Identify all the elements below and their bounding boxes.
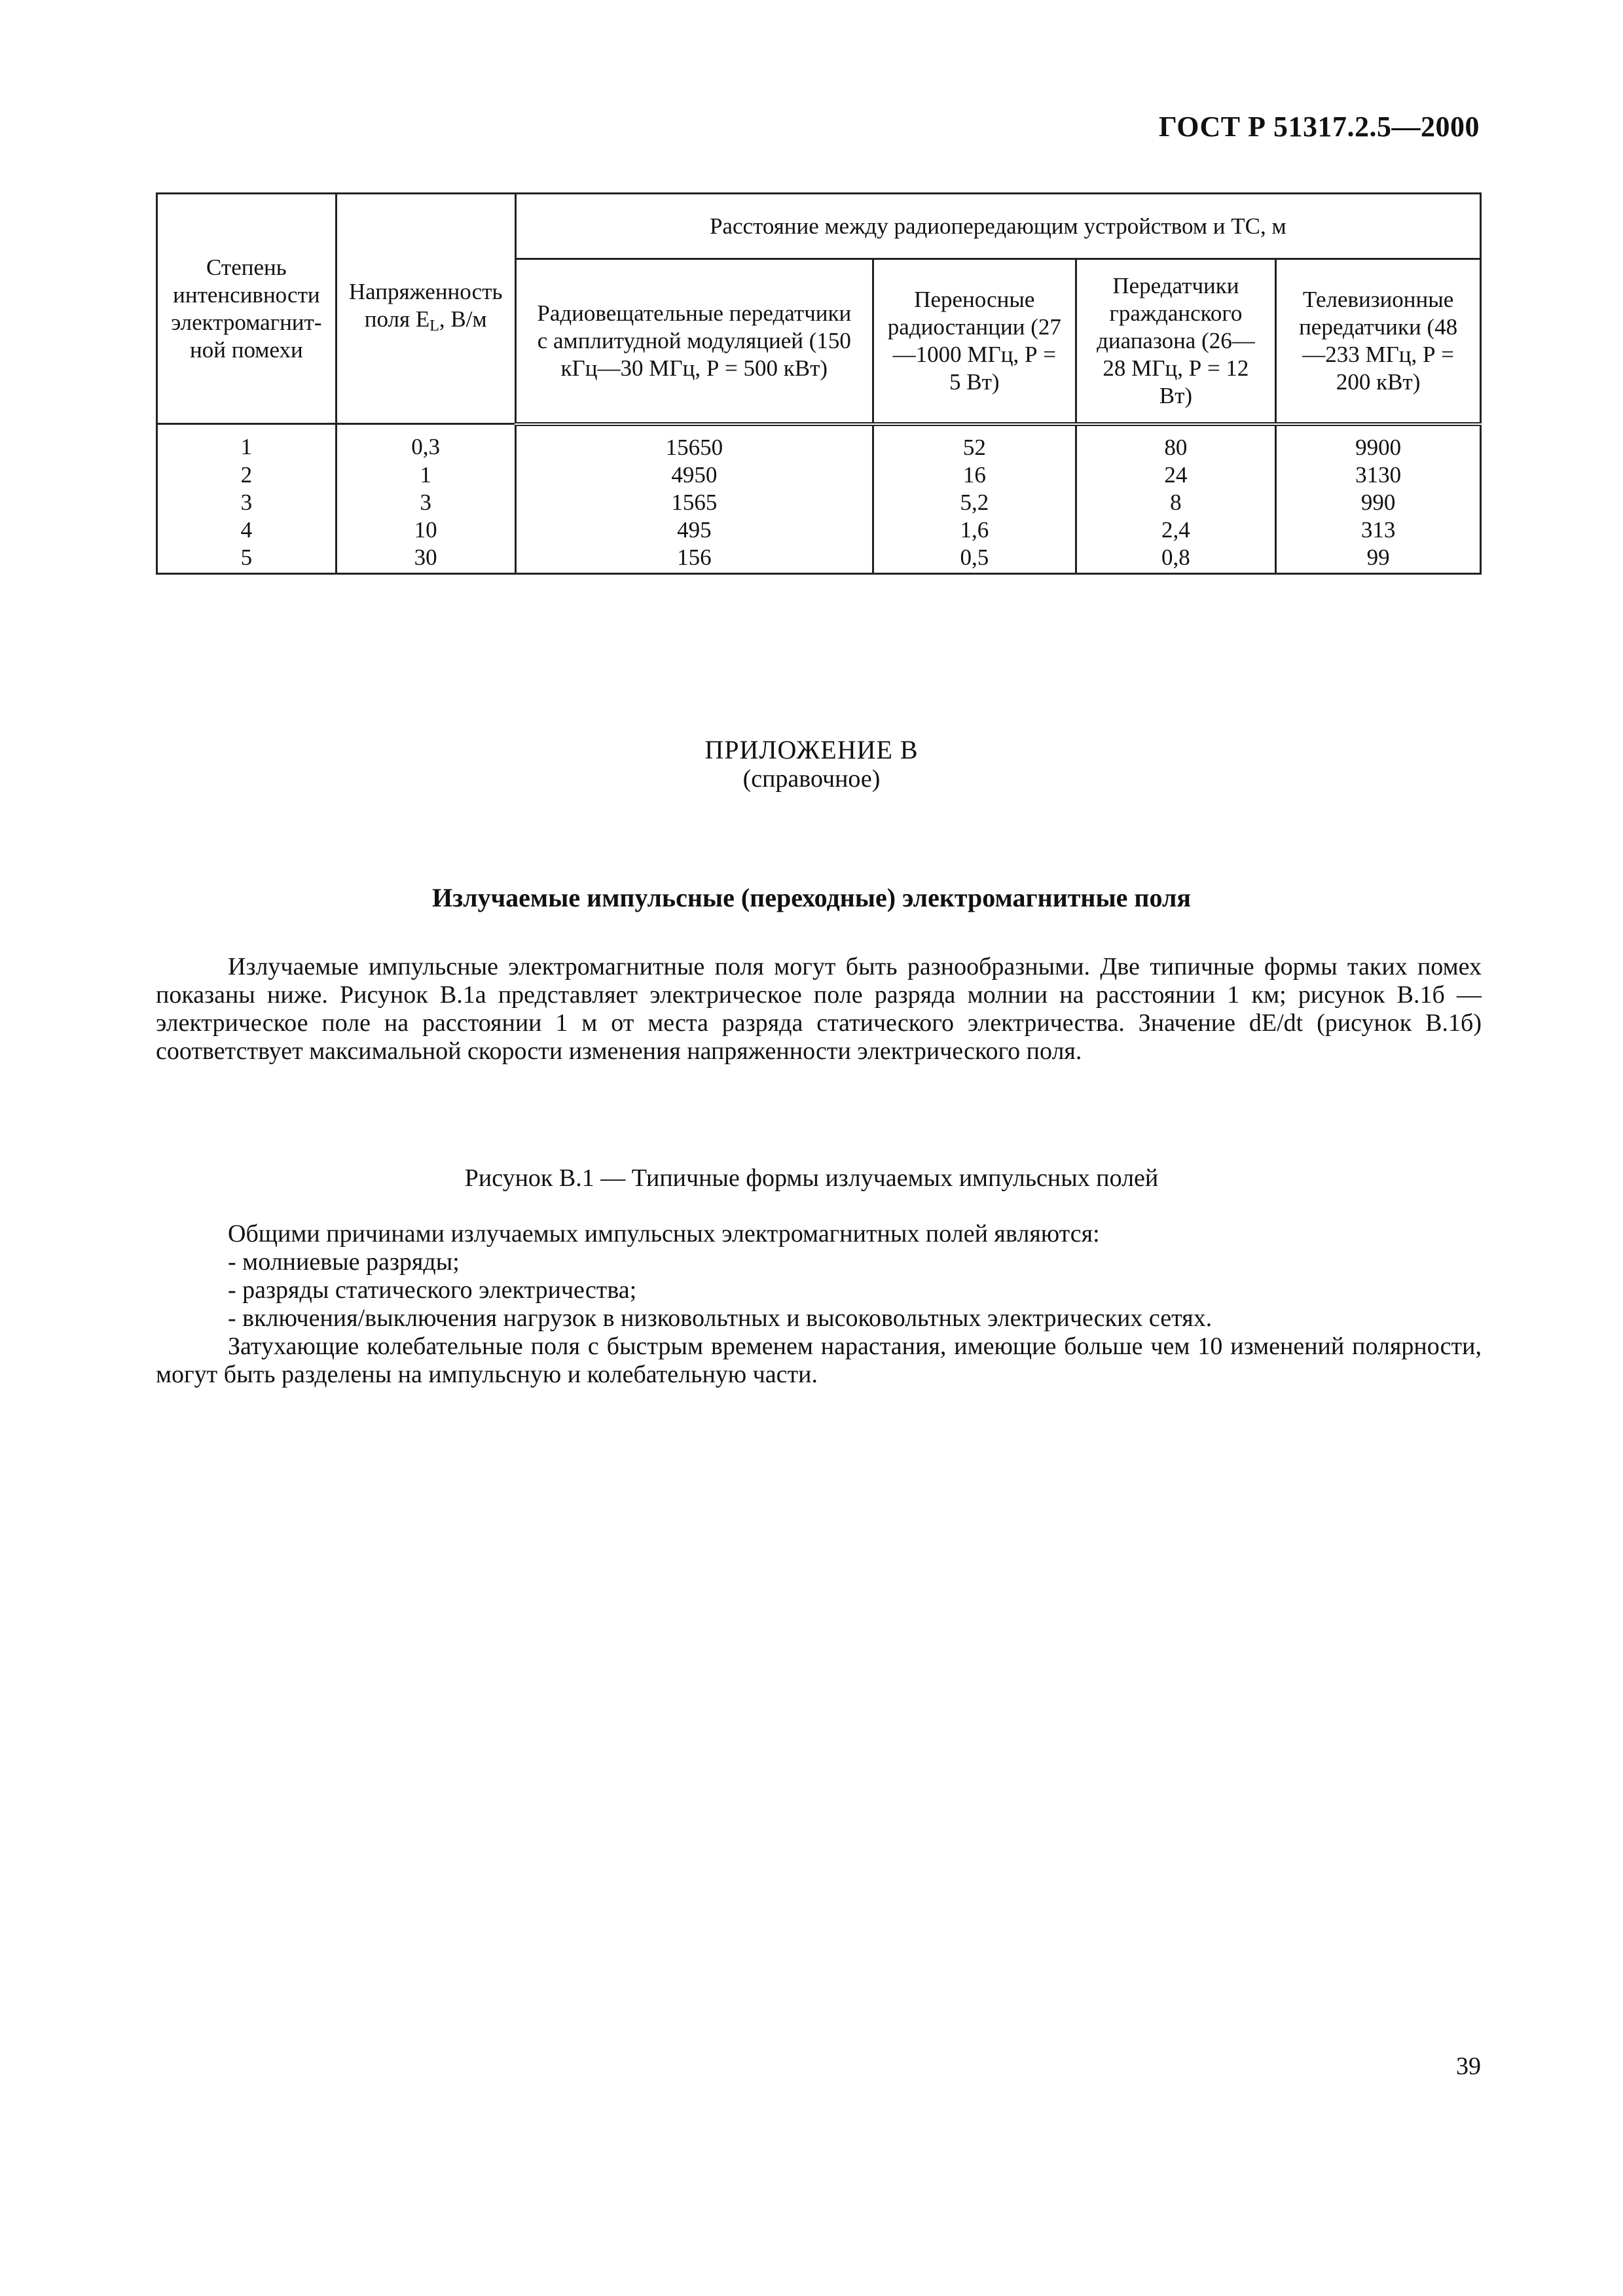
cell-cb: 2,4 bbox=[1076, 516, 1276, 544]
cell-field: 0,3 bbox=[336, 424, 515, 461]
header-portable-radio: Переносные радиостанции (27—1000 МГц, Р = 5 Вт) bbox=[873, 259, 1076, 424]
list-item: - молниевые разряды; bbox=[228, 1248, 460, 1276]
cell-field: 3 bbox=[336, 489, 515, 516]
table-row bbox=[157, 461, 1481, 489]
header-field-strength-subscript: L bbox=[429, 317, 439, 334]
cell-tv: 9900 bbox=[1276, 424, 1481, 461]
cell-field: 10 bbox=[336, 516, 515, 544]
cell-tv: 313 bbox=[1276, 516, 1481, 544]
header-field-strength-label: Напряженность поля E bbox=[348, 278, 503, 332]
appendix-title: ПРИЛОЖЕНИЕ В bbox=[704, 735, 919, 764]
cell-degree: 3 bbox=[157, 489, 337, 516]
cell-portable: 0,5 bbox=[873, 544, 1076, 574]
section-title: Излучаемые импульсные (переходные) электромагнитные поля bbox=[431, 883, 1192, 912]
cell-portable: 1,6 bbox=[873, 516, 1076, 544]
cell-am: 156 bbox=[515, 544, 873, 574]
appendix-subtitle: (справочное) bbox=[742, 765, 881, 793]
cell-portable: 16 bbox=[873, 461, 1076, 489]
header-citizen-band: Передатчики гражданского диапазона (26— 28 МГц, Р = 12 Вт) bbox=[1076, 259, 1276, 424]
header-field-strength bbox=[336, 194, 515, 424]
header-field-strength-unit: , В/м bbox=[439, 306, 487, 332]
cell-am: 15650 bbox=[515, 424, 873, 461]
intro-paragraph-text: Излучаемые импульсные электромагнитные поля могут быть разнообразными. Две типичные формы таких помех показаны ниже. Рисунок В.1а представляет электрическое поле разряда молнии на расстоянии 1 км; рисунок В.1б — электрическое поле на расстоянии 1 м от места разряда статического электричества. Значение dE/dt (рисунок В.1б) соответствует максимальной скорости изменения напряженности электрического поля. bbox=[156, 953, 1482, 1065]
table-row bbox=[157, 516, 1481, 544]
page-number: 39 bbox=[1456, 2053, 1481, 2080]
closing-paragraph bbox=[156, 1333, 1482, 1389]
header-distance-group: Расстояние между радиопередающим устройством и ТС, м bbox=[515, 194, 1480, 259]
cell-degree: 2 bbox=[157, 461, 337, 489]
header-am-broadcast: Радиовещательные передатчики с амплитудной модуляцией (150 кГц—30 МГц, Р = 500 кВт) bbox=[515, 259, 873, 424]
cell-tv: 990 bbox=[1276, 489, 1481, 516]
closing-paragraph-text: Затухающие колебательные поля с быстрым временем нарастания, имеющие больше чем 10 изменений полярности, могут быть разделены на импульсную и колебательную части. bbox=[156, 1333, 1482, 1388]
cell-degree: 1 bbox=[157, 424, 337, 461]
cell-field: 30 bbox=[336, 544, 515, 574]
cell-portable: 52 bbox=[873, 424, 1076, 461]
cell-am: 495 bbox=[515, 516, 873, 544]
cell-degree: 4 bbox=[157, 516, 337, 544]
cell-tv: 3130 bbox=[1276, 461, 1481, 489]
header-intensity-degree: Степень интенсивности электромагнит- ной помехи bbox=[157, 194, 337, 424]
cell-am: 1565 bbox=[515, 489, 873, 516]
list-item: - разряды статического электричества; bbox=[228, 1276, 637, 1304]
cell-cb: 8 bbox=[1076, 489, 1276, 516]
table-row bbox=[157, 544, 1481, 574]
header-tv-transmitters: Телевизионные передатчики (48—233 МГц, Р = 200 кВт) bbox=[1276, 259, 1481, 424]
figure-caption: Рисунок В.1 — Типичные формы излучаемых импульсных полей bbox=[464, 1164, 1159, 1192]
cell-degree: 5 bbox=[157, 544, 337, 574]
cell-am: 4950 bbox=[515, 461, 873, 489]
table-row bbox=[157, 424, 1481, 461]
list-item: - включения/выключения нагрузок в низковольтных и высоковольтных электрических сетях. bbox=[228, 1304, 1213, 1332]
cell-cb: 0,8 bbox=[1076, 544, 1276, 574]
cell-cb: 80 bbox=[1076, 424, 1276, 461]
cell-cb: 24 bbox=[1076, 461, 1276, 489]
cell-tv: 99 bbox=[1276, 544, 1481, 574]
distance-table bbox=[156, 192, 1482, 575]
table-row bbox=[157, 489, 1481, 516]
list-intro: Общими причинами излучаемых импульсных электромагнитных полей являются: bbox=[228, 1220, 1100, 1247]
intro-paragraph bbox=[156, 953, 1482, 1066]
document-header: ГОСТ Р 51317.2.5—2000 bbox=[1158, 111, 1480, 143]
causes-list bbox=[156, 1220, 1482, 1333]
cell-portable: 5,2 bbox=[873, 489, 1076, 516]
cell-field: 1 bbox=[336, 461, 515, 489]
